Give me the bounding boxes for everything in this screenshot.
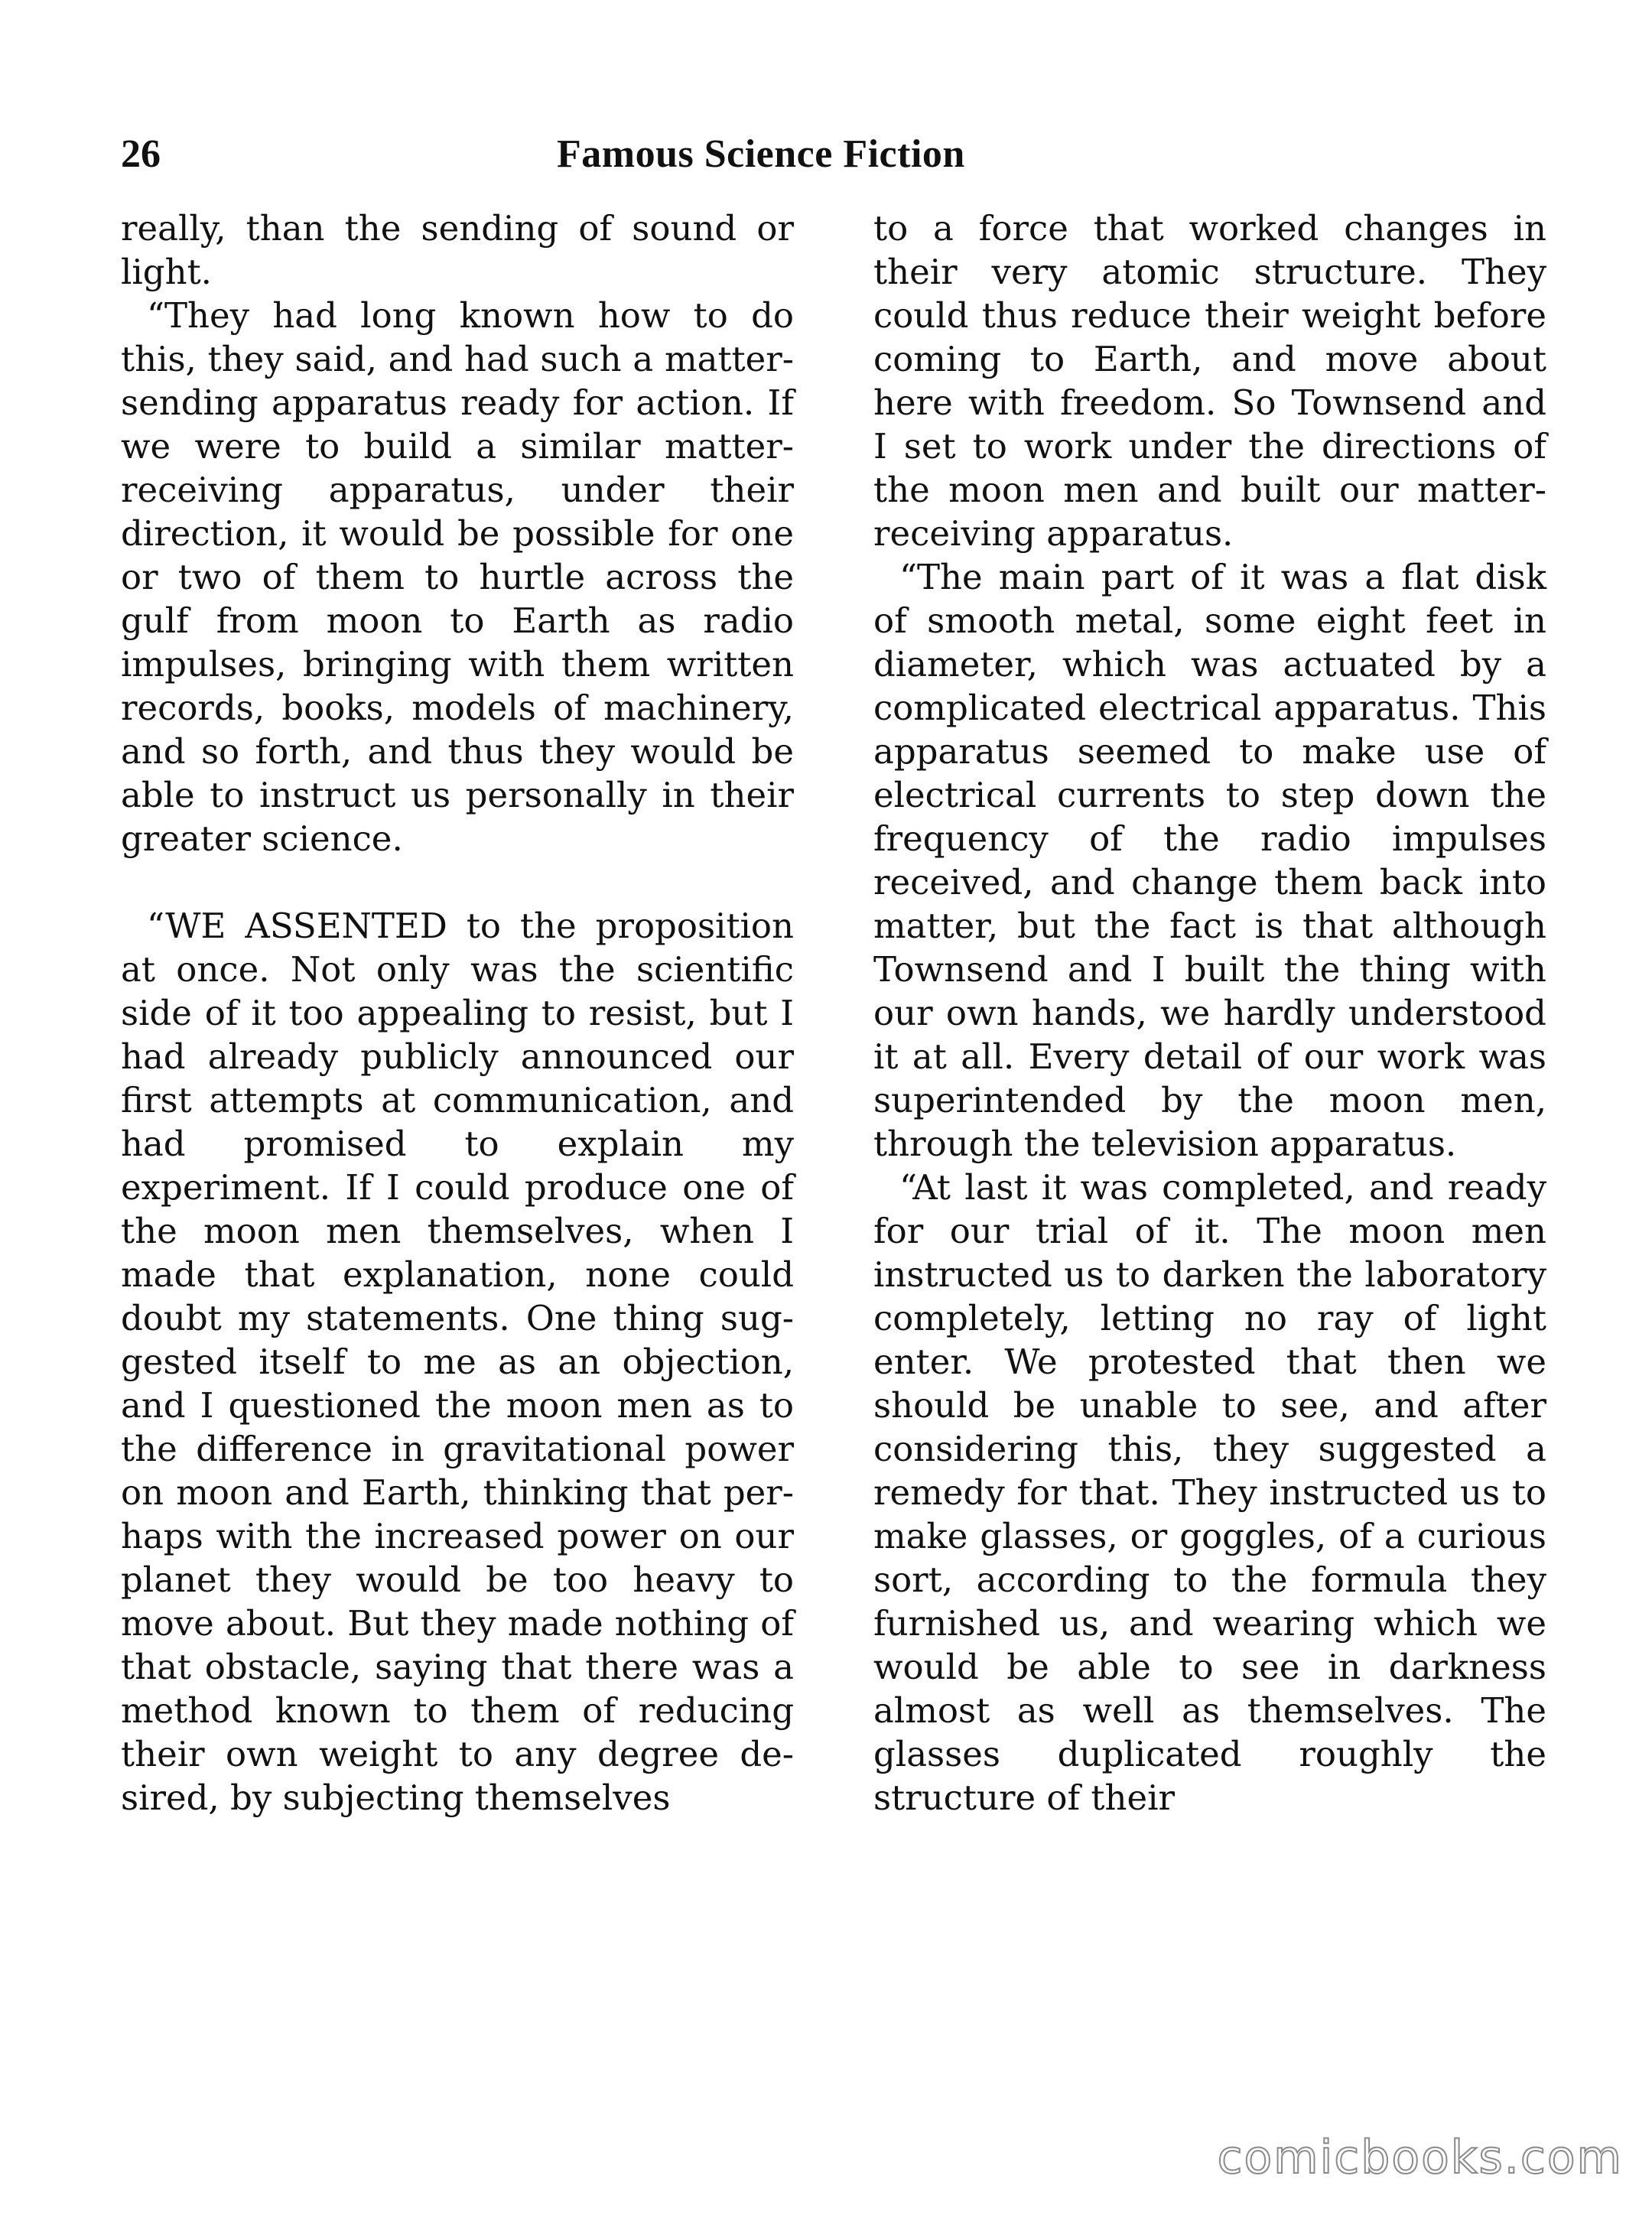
watermark: comicbooks.com <box>1217 2131 1623 2184</box>
paragraph: “They had long known how to do this, they said, and had such a matter-sending apparatus ready for action. If we were to build a similar matter-receiving apparatus, under their direction, it would be possible for one or two of them to hurtle across the gulf from moon to Earth as radio impulses, bringing with them written records, books, models of machinery, and so forth, and thus they would be able to instruct us personally in their greater science. <box>121 295 794 859</box>
running-title: Famous Science Fiction <box>557 132 965 176</box>
left-text-column <box>121 207 794 1820</box>
paragraph: “WE ASSENTED to the proposition at once. Not only was the scientific side of it too appealing to resist, but I had already publicly announced our first attempts at communication, and had promised to explain my experiment. If I could produce one of the moon men themselves, when I made that explanation, none could doubt my statements. One thing suggested itself to me as an objection, and I questioned the moon men as to the difference in gravitational power on moon and Earth, thinking that perhaps with the increased power on our planet they would be too heavy to move about. But they made nothing of that obstacle, saying that there was a method known to them of reducing their own weight to any degree desired, by subjecting themselves <box>121 906 794 1818</box>
page-header <box>115 124 1553 185</box>
paragraph: to a force that worked changes in their very atomic structure. They could thus reduce their weight before coming to Earth, and move about here with freedom. So Townsend and I set to work under the directions of the moon men and built our matter-receiving apparatus. <box>873 208 1546 554</box>
right-text-column <box>873 207 1546 1820</box>
paragraph: “The main part of it was a flat disk of smooth metal, some eight feet in diameter, which was actuated by a complicated electrical apparatus. This apparatus seemed to make use of electrical currents to step down the frequency of the radio impulses received, and change them back into matter, but the fact is that although Townsend and I built the thing with our own hands, we hardly understood it at all. Every detail of our work was superintended by the moon men, through the television apparatus. <box>873 557 1546 1164</box>
page-number: 26 <box>121 132 161 176</box>
paragraph: “At last it was completed, and ready for our trial of it. The moon men instructed us to darken the laboratory completely, letting no ray of light enter. We protested that then we should be unable to see, and after considering this, they suggested a remedy for that. They instructed us to make glasses, or goggles, of a curious sort, according to the formula they furnished us, and wearing which we would be able to see in darkness almost as well as themselves. The glasses duplicated roughly the structure of their <box>873 1167 1546 1818</box>
paragraph: really, than the sending of sound or light. <box>121 208 794 292</box>
